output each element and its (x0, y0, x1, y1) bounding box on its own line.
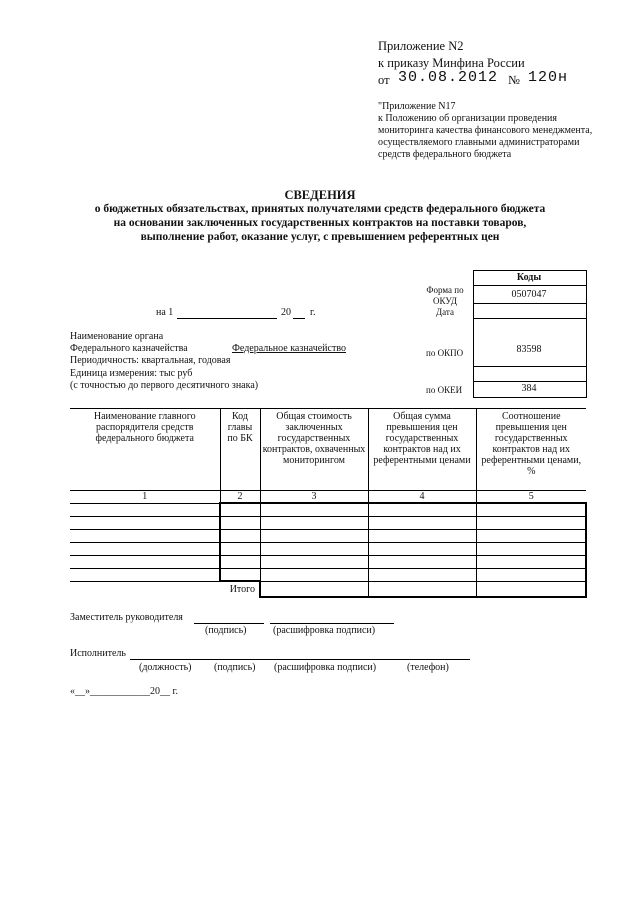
org-label2: Федерального казначейства (70, 343, 188, 354)
on-date-year: 20 (281, 307, 291, 318)
deputy-decode-label: (расшифровка подписи) (273, 625, 376, 636)
okpo-value: 83598 (516, 344, 542, 355)
total-label: Итого (229, 584, 255, 595)
table-row (70, 516, 586, 529)
title-line1: о бюджетных обязательствах, принятых получателями средств федерального бюджета (94, 203, 546, 215)
table-header-row (70, 409, 586, 491)
sub-appendix-line3: мониторинга качества финансового менеджмента, (378, 125, 593, 136)
title-line3: выполнение работ, оказание услуг, с превышением референтных цен (140, 231, 500, 243)
on-date-prefix: на 1 (156, 307, 174, 318)
table-row (70, 555, 586, 568)
org-precision: (с точностью до первого десятичного знака) (70, 380, 259, 391)
okud-label2: ОКУД (433, 296, 457, 306)
col-header-name: Наименование главного распорядителя средств федерального бюджета (70, 409, 220, 491)
sub-appendix-line2: к Положению об организации проведения (378, 113, 558, 124)
org-unit: Единица измерения: тыс руб (70, 368, 193, 379)
okud-value: 0507047 (511, 289, 547, 300)
org-value: Федеральное казначейство (232, 343, 346, 354)
appendix-line1: Приложение N2 (378, 39, 464, 53)
on-date-day-line (177, 318, 277, 319)
table-row (70, 529, 586, 542)
main-table (70, 408, 587, 598)
appendix-line2: к приказу Минфина России (378, 56, 525, 70)
col-header-code: Код главы по БК (220, 409, 260, 491)
sign-date-line: «__»____________20__ г. (70, 686, 178, 697)
col-number: 4 (368, 491, 476, 504)
appendix-date-prefix: от (378, 73, 390, 87)
codes-divider (473, 381, 586, 382)
deputy-sign-label: (подпись) (205, 625, 247, 636)
executor-phone-label: (телефон) (407, 662, 449, 673)
codes-divider (473, 318, 586, 319)
document-title: СВЕДЕНИЯ (284, 188, 356, 202)
okpo-label: по ОКПО (426, 348, 464, 358)
col-header-cost: Общая стоимость заключенных государственных контрактов, охваченных мониторингом (260, 409, 368, 491)
table-row (70, 542, 586, 555)
col-number: 2 (220, 491, 260, 504)
executor-decode-label: (расшифровка подписи) (274, 662, 377, 673)
codes-header: Коды (516, 272, 542, 283)
executor-position-label: (должность) (139, 662, 192, 673)
sub-appendix-line5: средств федерального бюджета (378, 149, 512, 160)
col-header-excess: Общая сумма превышения цен государственных контрактов над их референтными ценами (368, 409, 476, 491)
table-row (70, 568, 586, 581)
okud-label1: Форма по (426, 285, 464, 295)
executor-line (130, 659, 470, 660)
appendix-number-prefix: № (508, 73, 520, 87)
deputy-decode-line (270, 623, 394, 624)
okei-value: 384 (521, 383, 537, 394)
okei-label: по ОКЕИ (426, 385, 463, 395)
table-total-row (70, 581, 586, 597)
col-header-ratio: Соотношение превышения цен государственных контрактов над их референтными ценами, % (476, 409, 586, 491)
date-label: Дата (436, 307, 454, 317)
table-number-row (70, 491, 586, 504)
codes-divider (473, 366, 586, 367)
codes-divider (473, 285, 586, 286)
codes-divider (473, 303, 586, 304)
col-number: 3 (260, 491, 368, 504)
org-periodicity: Периодичность: квартальная, годовая (70, 355, 231, 366)
org-label1: Наименование органа (70, 331, 164, 342)
sub-appendix-line4: осуществляемого главными администраторами (378, 137, 580, 148)
title-line2: на основании заключенных государственных контрактов на поставки товаров, (113, 217, 527, 229)
executor-sign-label: (подпись) (214, 662, 256, 673)
table-row (70, 503, 586, 516)
deputy-sign-line (194, 623, 264, 624)
executor-label: Исполнитель (70, 648, 126, 659)
col-number: 1 (70, 491, 220, 504)
appendix-number-value: 120н (528, 69, 569, 86)
on-date-year-line (293, 318, 305, 319)
appendix-date-value: 30.08.2012 (398, 69, 499, 86)
on-date-suffix: г. (310, 307, 316, 318)
col-number: 5 (476, 491, 586, 504)
deputy-label: Заместитель руководителя (70, 612, 183, 623)
sub-appendix-line1: "Приложение N17 (378, 101, 456, 112)
